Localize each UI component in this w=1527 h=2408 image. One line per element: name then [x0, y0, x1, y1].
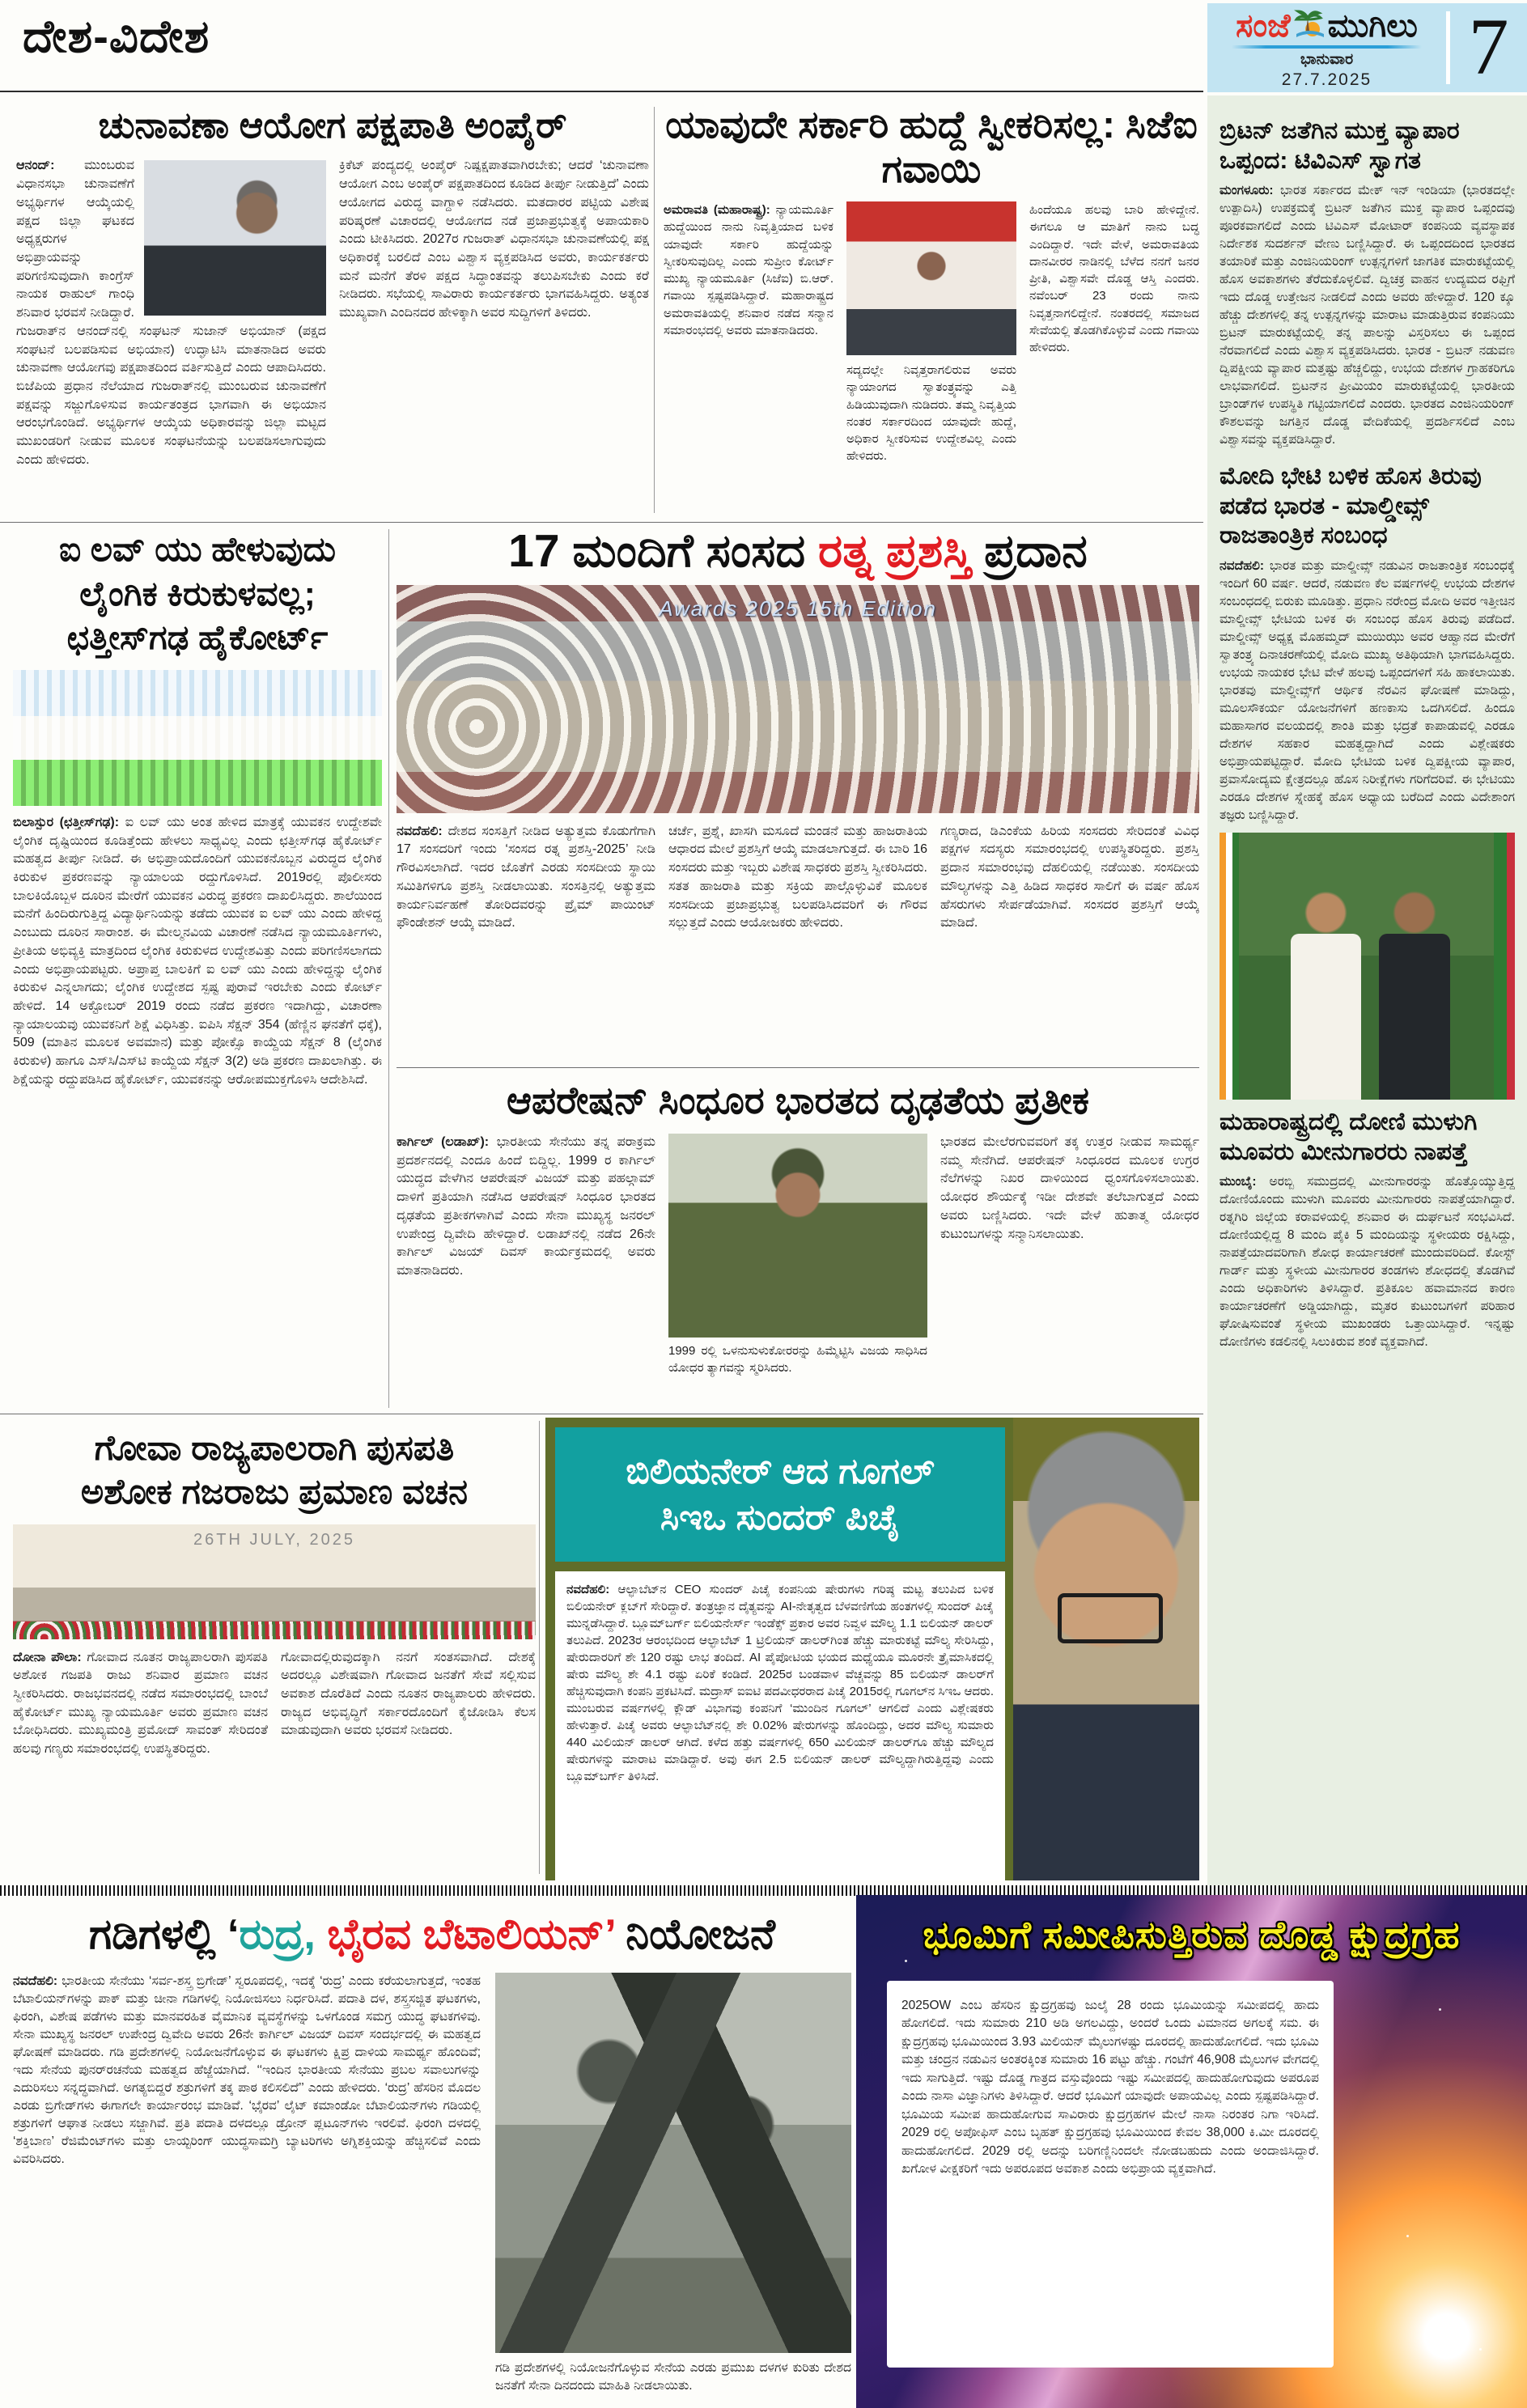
photo-award-ceremony-group: [397, 585, 1199, 813]
star-dot: [1439, 2008, 1441, 2011]
article-text: 1999 ರಲ್ಲಿ ಒಳನುಸುಳುಕೋರರನ್ನು ಹಿಮ್ಮೆಟ್ಟಿಸಿ ವಿಜಯ ಸಾಧಿಸಿದ ಯೋಧರ ತ್ಯಾಗವನ್ನು ಸ್ಮರಿಸಿದರು.: [668, 1344, 927, 1376]
sidebar-article-headline: ಬ್ರಿಟನ್ ಜತೆಗಿನ ಮುಕ್ತ ವ್ಯಾಪಾರ ಒಪ್ಪಂದ: ಟಿವಿಎಸ್ ಸ್ವಾಗತ: [1219, 117, 1460, 174]
masthead-title-black: ಮುಗಿಲು: [1327, 8, 1418, 44]
article-text: ಐ ಲವ್ ಯು ಅಂತ ಹೇಳಿದ ಮಾತ್ರಕ್ಕೆ ಯುವಕನ ಉದ್ದೇಶವೇ ಲೈಂಗಿಕ ದೃಷ್ಟಿಯಿಂದ ಕೂಡಿತ್ತೆಂದು ಹೇಳಲು ಸಾಧ್ಯವಿಲ್ಲ ಎಂದು ಛತ್ತೀಸ್‌ಗಢ ಹೈಕೋರ್ಟ್ ಮಹತ್ವದ ತೀರ್ಪು ನೀಡಿದೆ. ಈ ಅಭಿಪ್ರಾಯದೊಂದಿಗೆ ಯುವಕನೊಬ್ಬನ ವಿರುದ್ಧದ ಲೈಂಗಿಕ ಕಿರುಕುಳ ಪ್ರಕರಣವನ್ನು ನ್ಯಾಯಾಲಯ ರದ್ದುಗೊಳಿಸಿದೆ. 2019ರಲ್ಲಿ ಪೊಲೀಸರು ಬಾಲಕಿಯೊಬ್ಬಳ ದೂರಿನ ಮೇರೆಗೆ ಯುವಕನ ವಿರುದ್ಧ ಪ್ರಕರಣ ದಾಖಲಿಸಿದ್ದರು. ಶಾಲೆಯಿಂದ ಮನೆಗೆ ಹಿಂದಿರುಗುತ್ತಿದ್ದ ವಿದ್ಯಾರ್ಥಿನಿಯನ್ನು ತಡೆದು ಯುವಕ ಐ ಲವ್ ಯು ಎಂದು ಹೇಳಿದ್ದ ಎಂಬುದು ದೂರಿನ ಸಾರಾಂಶ. ಈ ಮೇಲ್ಮನವಿಯ ವಿಚಾರಣೆ ನಡೆಸಿದ ನ್ಯಾಯಮೂರ್ತಿಗಳು, ಪ್ರೀತಿಯ ಅಭಿವ್ಯಕ್ತಿ ಮಾತ್ರದಿಂದ ಲೈಂಗಿಕ ಕಿರುಕುಳದ ಉದ್ದೇಶವಿತ್ತು ಎಂದು ಪರಿಗಣಿಸಲಾಗದು ಎಂದು ಅಭಿಪ್ರಾಯಪಟ್ಟರು. ಅಪ್ರಾಪ್ತ ಬಾಲಕಿಗೆ ಐ ಲವ್ ಯು ಎಂದು ಹೇಳಿದ್ದನ್ನು ಲೈಂಗಿಕ ಕಿರುಕುಳ ಎನ್ನಲಾಗದು; ಲೈಂಗಿಕ ಉದ್ದೇಶದ ಸ್ಪಷ್ಟ ಪುರಾವೆ ಇರಬೇಕು ಎಂದು ಕೋರ್ಟ್ ಹೇಳಿದೆ. 14 ಅಕ್ಟೋಬರ್ 2019 ರಂದು ನಡೆದ ಪ್ರಕರಣ ಇದಾಗಿದ್ದು, ವಿಚಾರಣಾ ನ್ಯಾಯಾಲಯವು ಯುವಕನಿಗೆ ಶಿಕ್ಷೆ ವಿಧಿಸಿತ್ತು. ಐಪಿಸಿ ಸೆಕ್ಷನ್ 354 (ಹೆಣ್ಣಿನ ಘನತೆಗೆ ಧಕ್ಕೆ), 509 (ಮಾತಿನ ಮೂಲಕ ಅವಮಾನ) ಮತ್ತು ಪೋಕ್ಸೊ ಕಾಯ್ದೆಯ ಸೆಕ್ಷನ್ 8 (ಲೈಂಗಿಕ ಕಿರುಕುಳ) ಹಾಗೂ ಎಸ್‌ಸಿ/ಎಸ್‌ಟಿ ಕಾಯ್ದೆಯ ಸೆಕ್ಷನ್ 3(2) ಅಡಿ ಪ್ರಕರಣ ದಾಖಲಾಗಿತ್ತು. ಈ ಶಿಕ್ಷೆಯನ್ನು ರದ್ದುಪಡಿಸಿದ ಹೈಕೋರ್ಟ್, ಯುವಕನನ್ನು ಆರೋಪಮುಕ್ತಗೊಳಿಸಿ ಆದೇಶಿಸಿದೆ.: [13, 815, 382, 1087]
headline-line: ಅಶೋಕ ಗಜರಾಜು ಪ್ರಮಾಣ ವಚನ: [80, 1472, 469, 1511]
article-operation-sindoor: [397, 1071, 1199, 1411]
article-cji-gavai: [664, 100, 1199, 518]
article-text: ಮುಂಬರುವ ವಿಧಾನಸಭಾ ಚುನಾವಣೆಗೆ ಅಭ್ಯರ್ಥಿಗಳ ಆಯ್ಕೆಯಲ್ಲಿ ಪಕ್ಷದ ಜಿಲ್ಲಾ ಘಟಕದ ಅಧ್ಯಕ್ಷರುಗಳ ಅಭಿಪ್ರಾಯವನ್ನು ಪರಿಗಣಿಸುವುದಾಗಿ ಕಾಂಗ್ರೆಸ್ ನಾಯಕ ರಾಹುಲ್ ಗಾಂಧಿ ಶನಿವಾರ ಭರವಸೆ ನೀಡಿದ್ದಾರೆ. ಗುಜರಾತ್‌ನ ಆನಂದ್‌ನಲ್ಲಿ ಸಂಘಟನ್ ಸುಜಾನ್ ಅಭಿಯಾನ್ (ಪಕ್ಷದ ಸಂಘಟನೆ ಬಲಪಡಿಸುವ ಅಭಿಯಾನ) ಉದ್ಘಾಟಿಸಿ ಮಾತನಾಡಿದ ಅವರು ಚುನಾವಣಾ ಆಯೋಗವು ಪಕ್ಷಪಾತದಿಂದ ವರ್ತಿಸುತ್ತಿದೆ ಎಂದು ಆಪಾದಿಸಿದರು. ಬಿಜೆಪಿಯ ಪ್ರಧಾನ ನೆಲೆಯಾದ ಗುಜರಾತ್‌ನಲ್ಲಿ ಮುಂಬರುವ ಚುನಾವಣೆಗೆ ಪಕ್ಷವನ್ನು ಸಜ್ಜುಗೊಳಿಸುವ ಕಾರ್ಯತಂತ್ರದ ಭಾಗವಾಗಿ ಈ ಅಭಿಯಾನ ಆರಂಭಗೊಂಡಿದೆ. ಅಭ್ಯರ್ಥಿಗಳ ಆಯ್ಕೆಯ ಅಧಿಕಾರವನ್ನು ಜಿಲ್ಲಾ ಮಟ್ಟದ ಮುಖಂಡರಿಗೆ ನೀಡುವ ಮೂಲಕ ಸಂಘಟನೆಯನ್ನು ಬಲಪಡಿಸಲಾಗುವುದು ಎಂದು ಹೇಳಿದರು.: [16, 159, 326, 467]
article-election-commission: [16, 100, 649, 518]
article-column: [16, 157, 326, 513]
headline-line: ಛತ್ತೀಸ್‌ಗಢ ಹೈಕೋರ್ಟ್: [66, 618, 329, 657]
sidebar-article-text: [1219, 1173, 1515, 1351]
article-text: ಆಲ್ಫಾಬೆಟ್‌ನ CEO ಸುಂದರ್ ಪಿಚೈ ಕಂಪನಿಯ ಷೇರುಗಳು ಗರಿಷ್ಠ ಮಟ್ಟ ತಲುಪಿದ ಬಳಿಕ ಬಿಲಿಯನೇರ್ ಕ್ಲಬ್‌ಗೆ ಸೇರಿದ್ದಾರೆ. ತಂತ್ರಜ್ಞಾನ ದೈತ್ಯವನ್ನು AI-ನೇತೃತ್ವದ ಬೆಳವಣಿಗೆಯ ಹಂತಗಳಲ್ಲಿ ಸುಂದರ್ ಪಿಚೈ ಮುನ್ನಡೆಸಿದ್ದಾರೆ. ಬ್ಲೂಮ್‌ಬರ್ಗ್ ಬಿಲಿಯನೇರ್ಸ್ ಇಂಡೆಕ್ಸ್ ಪ್ರಕಾರ ಅವರ ನಿವ್ವಳ ಮೌಲ್ಯ 1.1 ಬಿಲಿಯನ್ ಡಾಲರ್ ತಲುಪಿದೆ. 2023ರ ಆರಂಭದಿಂದ ಆಲ್ಫಾಬೆಟ್ 1 ಟ್ರಿಲಿಯನ್ ಡಾಲರ್‌ಗಿಂತ ಹೆಚ್ಚು ಮಾರುಕಟ್ಟೆ ಮೌಲ್ಯ ಸೇರಿಸಿದ್ದು, ಷೇರುದಾರರಿಗೆ ಶೇ 120 ರಷ್ಟು ಲಾಭ ತಂದಿದೆ. AI ಪೈಪೋಟಿಯ ಭಯದ ಮಧ್ಯೆಯೂ ಮೂರನೇ ತ್ರೈಮಾಸಿಕದಲ್ಲಿ ಷೇರು ಮೌಲ್ಯ ಶೇ 4.1 ರಷ್ಟು ಏರಿಕೆ ಕಂಡಿದೆ. 2025ರ ಬಂಡವಾಳ ವೆಚ್ಚವನ್ನು 85 ಬಿಲಿಯನ್ ಡಾಲರ್‌ಗೆ ಹೆಚ್ಚಿಸುವುದಾಗಿ ಕಂಪನಿ ಪ್ರಕಟಿಸಿದೆ. ಮದ್ರಾಸ್ ಐಐಟಿ ಪದವೀಧರರಾದ ಪಿಚೈ 2015ರಲ್ಲಿ ಗೂಗಲ್‌ನ ಸಿಇಒ ಆದರು. ಮುಂಬರುವ ವರ್ಷಗಳಲ್ಲಿ ಕ್ಲೌಡ್ ವಿಭಾಗವು ಕಂಪನಿಗೆ ‘ಮುಂದಿನ ಗೂಗಲ್’ ಆಗಲಿದೆ ಎಂದು ವಿಶ್ಲೇಷಕರು ಹೇಳುತ್ತಾರೆ. ಪಿಚೈ ಅವರು ಆಲ್ಫಾಬೆಟ್‌ನಲ್ಲಿ ಶೇ 0.02% ಷೇರುಗಳನ್ನು ಹೊಂದಿದ್ದು, ಅದರ ಮೌಲ್ಯ ಸುಮಾರು 440 ಮಿಲಿಯನ್ ಡಾಲರ್ ಆಗಿದೆ. ಕಳೆದ ಹತ್ತು ವರ್ಷಗಳಲ್ಲಿ 650 ಮಿಲಿಯನ್ ಡಾಲರ್‌ಗೂ ಹೆಚ್ಚು ಮೌಲ್ಯದ ಷೇರುಗಳನ್ನು ಮಾರಾಟ ಮಾಡಿದ್ದಾರೆ. ಅವು ಈಗ 2.5 ಬಿಲಿಯನ್ ಡಾಲರ್ ಮೌಲ್ಯದ್ದಾಗಿರುತ್ತಿದ್ದವು ಎಂದು ಬ್ಲೂಮ್‌ಬರ್ಗ್ ತಿಳಿಸಿದೆ.: [566, 1583, 994, 1784]
dateline: ನವದೆಹಲಿ:: [13, 1973, 57, 1988]
headline-line: ಐ ಲವ್ ಯು ಹೇಳುವುದು: [58, 530, 337, 568]
article-text: ಭಾರತೀಯ ಸೇನೆಯು ತನ್ನ ಪರಾಕ್ರಮ ಪ್ರದರ್ಶನದಲ್ಲಿ ಎಂದೂ ಹಿಂದೆ ಬಿದ್ದಿಲ್ಲ. 1999 ರ ಕಾರ್ಗಿಲ್ ಯುದ್ಧದ ವೇಳೆಗಿನ ಆಪರೇಷನ್ ವಿಜಯ್ ಮತ್ತು ಪಹಲ್ಗಾಮ್ ದಾಳಿಗೆ ಪ್ರತಿಯಾಗಿ ನಡೆಸಿದ ಆಪರೇಷನ್ ಸಿಂಧೂರ ಭಾರತದ ದೃಢತೆಯ ಪ್ರತೀಕಗಳಾಗಿವೆ ಎಂದು ಸೇನಾ ಮುಖ್ಯಸ್ಥ ಜನರಲ್ ಉಪೇಂದ್ರ ದ್ವಿವೇದಿ ಹೇಳಿದ್ದಾರೆ. ಲಡಾಖ್‌ನಲ್ಲಿ ನಡೆದ 26ನೇ ಕಾರ್ಗಿಲ್ ವಿಜಯ್ ದಿವಸ್ ಕಾರ್ಯಕ್ರಮದಲ್ಲಿ ಅವರು ಮಾತನಾಡಿದರು.: [397, 1135, 655, 1278]
dateline: ನವದೆಹಲಿ:: [566, 1583, 610, 1597]
photo-modi-muizzu-handshake: [1219, 833, 1515, 1100]
article-column: [281, 1649, 536, 1851]
photo-caption: 26TH JULY, 2025: [193, 1530, 355, 1549]
article-headline: [13, 528, 382, 660]
header-rule: [0, 91, 1203, 92]
column-rule: [539, 1421, 540, 1874]
column-rule: [388, 529, 389, 1408]
headline-part-teal: ರುದ್ರ,: [239, 1911, 316, 1958]
article-headline: [397, 526, 1199, 577]
dateline: ನವದೆಹಲಿ:: [1219, 558, 1264, 573]
masthead-title-block: [1207, 3, 1446, 92]
article-goa-governor: [13, 1419, 536, 1879]
headline-line: ಬಿಲಿಯನೇರ್ ಆದ ಗೂಗಲ್: [626, 1452, 935, 1491]
headline-part-red: ಭೈರವ ಬೆಟಾಲಿಯನ್’: [315, 1911, 616, 1958]
sidebar-green-column: [1207, 95, 1527, 1885]
photo-frame: [1013, 1418, 1199, 1880]
dateline: ಕಾರ್ಗಿಲ್ (ಲಡಾಖ್):: [397, 1135, 490, 1149]
dateline: ದೋನಾ ಪೌಲಾ:: [13, 1650, 82, 1664]
photo-army-chief: [668, 1134, 927, 1338]
article-headline: [555, 1427, 1005, 1562]
photo-goa-swearing-in: [13, 1524, 536, 1639]
section-rule: [397, 1067, 1199, 1068]
photo-caption: Awards 2025 15th Edition: [659, 596, 937, 621]
article-sundar-pichai-billionaire: [545, 1418, 1199, 1880]
palm-sun-logo-icon: [1293, 10, 1326, 42]
article-text: ಕ್ರಿಕೆಟ್ ಪಂದ್ಯದಲ್ಲಿ ಅಂಪೈರ್ ನಿಷ್ಪಕ್ಷಪಾತವಾಗಿರಬೇಕು; ಆದರೆ ‘ಚುನಾವಣಾ ಆಯೋಗ ಎಂಬ ಅಂಪೈರ್ ಪಕ್ಷಪಾತದಿಂದ ಕೂಡಿದ ತೀರ್ಪು ನೀಡುತ್ತಿದೆ’ ಎಂದು ಆಯೋಗದ ವಿರುದ್ಧ ವಾಗ್ದಾಳಿ ನಡೆಸಿದರು. ಮತದಾರರ ಪಟ್ಟಿಯ ವಿಶೇಷ ಪರಿಷ್ಕರಣೆ ವಿಚಾರದಲ್ಲಿ ಆಯೋಗದ ನಡೆ ಪ್ರಜಾಪ್ರಭುತ್ವಕ್ಕೆ ಅಪಾಯಕಾರಿ ಎಂದು ಟೀಕಿಸಿದರು. 2027ರ ಗುಜರಾತ್ ವಿಧಾನಸಭಾ ಚುನಾವಣೆಯಲ್ಲಿ ಪಕ್ಷ ಅಧಿಕಾರಕ್ಕೆ ಬರಲಿದೆ ಎಂಬ ವಿಶ್ವಾಸ ವ್ಯಕ್ತಪಡಿಸಿದ ಅವರು, ಕಾರ್ಯಕರ್ತರು ಮನೆ ಮನೆಗೆ ತೆರಳಿ ಪಕ್ಷದ ಸಿದ್ಧಾಂತವನ್ನು ತಲುಪಿಸಬೇಕು ಎಂದು ಕರೆ ನೀಡಿದರು. ಸಭೆಯಲ್ಲಿ ಸಾವಿರಾರು ಕಾರ್ಯಕರ್ತರು ಭಾಗವಹಿಸಿದ್ದರು. ಅತ್ಯಂತ ಮುಖ್ಯವಾಗಿ ಎಂದಿನದರ ಹೇಳಿಕ್ಕಾಗಿ ಅವರ ಸುದ್ದಿಗಳಿಗೆ ತಿಳಿದರು.: [339, 159, 649, 320]
masthead-underline: [1232, 45, 1422, 49]
article-text-block: [13, 814, 382, 1090]
article-column: [664, 201, 833, 509]
sidebar-article-text: [1219, 182, 1515, 449]
article-text: ಭಾರತೀಯ ಸೇನೆಯು ‘ಸರ್ವ-ಶಸ್ತ್ರ ಬ್ರಿಗೇಡ್’ ಸ್ವರೂಪದಲ್ಲಿ, ಇದಕ್ಕೆ ‘ರುದ್ರ’ ಎಂದು ಕರೆಯಲಾಗುತ್ತದೆ, ಇಂತಹ ಬೆಟಾಲಿಯನ್‌ಗಳನ್ನು ಪಾಕ್ ಮತ್ತು ಚೀನಾ ಗಡಿಗಳಲ್ಲಿ ನಿಯೋಜಿಸಲು ನಿರ್ಧರಿಸಿದೆ. ಪದಾತಿ ದಳ, ಶಸ್ತ್ರಸಜ್ಜಿತ ಘಟಕಗಳು, ಫಿರಂಗಿ, ವಿಶೇಷ ಪಡೆಗಳು ಮತ್ತು ಮಾನವರಹಿತ ವೈಮಾನಿಕ ವ್ಯವಸ್ಥೆಗಳನ್ನು ಒಳಗೊಂಡ ಸಮಗ್ರ ಯುದ್ಧ ಘಟಕಗಳಿವು. ಸೇನಾ ಮುಖ್ಯಸ್ಥ ಜನರಲ್ ಉಪೇಂದ್ರ ದ್ವಿವೇದಿ ಅವರು 26ನೇ ಕಾರ್ಗಿಲ್ ವಿಜಯ್ ದಿವಸ್ ಸಂದರ್ಭದಲ್ಲಿ ಈ ಮಹತ್ವದ ಘೋಷಣೆ ಮಾಡಿದರು. ಗಡಿ ಪ್ರದೇಶಗಳಲ್ಲಿ ನಿಯೋಜನೆಗೊಳ್ಳುವ ಈ ಘಟಕಗಳು ಕ್ಷಿಪ್ರ ದಾಳಿಯ ಸಾಮರ್ಥ್ಯ ಹೊಂದಿವೆ; ಇದು ಸೇನೆಯ ಪುನರ್‌ರಚನೆಯ ಮಹತ್ವದ ಹೆಜ್ಜೆಯಾಗಿದೆ. ‘‘ಇಂದಿನ ಭಾರತೀಯ ಸೇನೆಯು ಪ್ರಬಲ ಸವಾಲುಗಳನ್ನು ಎದುರಿಸಲು ಸನ್ನದ್ಧವಾಗಿದೆ. ಅಗತ್ಯಬಿದ್ದರೆ ಶತ್ರುಗಳಿಗೆ ತಕ್ಕ ಪಾಠ ಕಲಿಸಲಿದೆ’’ ಎಂದು ಹೇಳಿದರು. ‘ರುದ್ರ’ ಹೆಸರಿನ ಮೊದಲ ಎರಡು ಬ್ರಿಗೇಡ್‌ಗಳು ಈಗಾಗಲೇ ಕಾರ್ಯಾರಂಭ ಮಾಡಿವೆ. ‘ಭೈರವ’ ಲೈಟ್ ಕಮಾಂಡೋ ಬೆಟಾಲಿಯನ್‌ಗಳು ಗಡಿಯಲ್ಲಿ ಶತ್ರುಗಳಿಗೆ ಆಘಾತ ನೀಡಲು ಸಜ್ಜಾಗಿವೆ. ಪ್ರತಿ ಪದಾತಿ ದಳದಲ್ಲೂ ಡ್ರೋನ್ ಪ್ಲಟೂನ್‌ಗಳು ಇರಲಿವೆ. ಫಿರಂಗಿ ದಳದಲ್ಲಿ ‘ಶಕ್ತಿಬಾಣ’ ರೆಜಿಮೆಂಟ್‌ಗಳು ಮತ್ತು ಲಾಯ್ಟರಿಂಗ್ ಯುದ್ಧಸಾಮಗ್ರಿ ಬ್ಯಾಟರಿಗಳು ಅಗ್ನಿಶಕ್ತಿಯನ್ನು ಹೆಚ್ಚಿಸಲಿವೆ ಎಂದು ವಿವರಿಸಿದರು.: [13, 1973, 481, 2166]
article-text: ನ್ಯಾಯಮೂರ್ತಿ ಹುದ್ದೆಯಿಂದ ನಾನು ನಿವೃತ್ತಿಯಾದ ಬಳಿಕ ಯಾವುದೇ ಸರ್ಕಾರಿ ಹುದ್ದೆಯನ್ನು ಸ್ವೀಕರಿಸುವುದಿಲ್ಲ ಎಂದು ಸುಪ್ರೀಂ ಕೋರ್ಟ್ ಮುಖ್ಯ ನ್ಯಾಯಮೂರ್ತಿ (ಸಿಜೆಐ) ಬಿ.ಆರ್. ಗವಾಯಿ ಸ್ಪಷ್ಟಪಡಿಸಿದ್ದಾರೆ. ಮಹಾರಾಷ್ಟ್ರದ ಅಮರಾವತಿಯಲ್ಲಿ ಶನಿವಾರ ನಡೆದ ಸನ್ಮಾನ ಸಮಾರಂಭದಲ್ಲಿ ಅವರು ಮಾತನಾಡಿದರು.: [664, 202, 833, 337]
headline-part: 17 ಮಂದಿಗೆ ಸಂಸದ: [508, 526, 819, 577]
article-column: [339, 157, 649, 513]
article-content: [545, 1418, 1013, 1880]
article-text: ಭಾರತ ಮತ್ತು ಮಾಲ್ಡೀವ್ಸ್ ನಡುವಿನ ರಾಜತಾಂತ್ರಿಕ ಸಂಬಂಧಕ್ಕೆ ಇಂದಿಗೆ 60 ವರ್ಷ. ಆದರೆ, ನಡುವಣ ಕೆಲ ವರ್ಷಗಳಲ್ಲಿ ಉಭಯ ದೇಶಗಳ ಸಂಬಂಧದಲ್ಲಿ ಬಿರುಕು ಮೂಡಿತ್ತು. ಪ್ರಧಾನಿ ನರೇಂದ್ರ ಮೋದಿ ಅವರ ಇತ್ತೀಚಿನ ಮಾಲ್ಡೀವ್ಸ್ ಭೇಟಿಯ ಬಳಿಕ ಈ ಸಂಬಂಧ ಹೊಸ ತಿರುವು ಪಡೆದಿದೆ. ಮಾಲ್ಡೀವ್ಸ್ ಅಧ್ಯಕ್ಷ ಮೊಹಮ್ಮದ್ ಮುಯಿಝು ಅವರ ಆಹ್ವಾನದ ಮೇರೆಗೆ ಸ್ವಾತಂತ್ರ್ಯ ದಿನಾಚರಣೆಯಲ್ಲಿ ಮೋದಿ ಮುಖ್ಯ ಅತಿಥಿಯಾಗಿ ಭಾಗವಹಿಸಿದ್ದರು. ಉಭಯ ನಾಯಕರ ಭೇಟಿ ವೇಳೆ ಹಲವು ಒಪ್ಪಂದಗಳಿಗೆ ಸಹಿ ಹಾಕಲಾಯಿತು. ಭಾರತವು ಮಾಲ್ಡೀವ್ಸ್‌ಗೆ ಆರ್ಥಿಕ ನೆರವಿನ ಘೋಷಣೆ ಮಾಡಿದ್ದು, ಮೂಲಸೌಕರ್ಯ ಯೋಜನೆಗಳಿಗೆ ಹಣಕಾಸು ಒದಗಿಸಲಿದೆ. ಹಿಂದೂ ಮಹಾಸಾಗರ ವಲಯದಲ್ಲಿ ಶಾಂತಿ ಮತ್ತು ಭದ್ರತೆ ಕಾಪಾಡುವಲ್ಲಿ ಎರಡೂ ದೇಶಗಳ ಸಹಕಾರ ಮಹತ್ವದ್ದಾಗಿದೆ ಎಂದು ವಿಶ್ಲೇಷಕರು ಅಭಿಪ್ರಾಯಪಟ್ಟಿದ್ದಾರೆ. ಮೋದಿ ಭೇಟಿಯ ಬಳಿಕ ದ್ವಿಪಕ್ಷೀಯ ವ್ಯಾಪಾರ, ಪ್ರವಾಸೋದ್ಯಮ ಕ್ಷೇತ್ರದಲ್ಲೂ ಹೊಸ ನಿರೀಕ್ಷೆಗಳು ಗರಿಗೆದರಿವೆ. ಈ ಭೇಟಿಯು ಎರಡೂ ದೇಶಗಳ ಸ್ನೇಹಕ್ಕೆ ಹೊಸ ಅಧ್ಯಾಯ ಬರೆದಿದೆ ಎಂದು ವಿದೇಶಾಂಗ ತಜ್ಞರು ಬಣ್ಣಿಸಿದ್ದಾರೆ.: [1219, 558, 1515, 822]
article-column: [397, 823, 655, 1058]
photo-cji-gavai: [846, 201, 1016, 355]
dateline: ಬಿಲಾಸ್ಪುರ (ಛತ್ತೀಸ್‌ಗಢ):: [13, 815, 120, 829]
photo-rahul-gandhi: [144, 160, 326, 316]
article-text: ಗಣ್ಯರಾದ, ಡಿಎಂಕೆಯ ಹಿರಿಯ ಸಂಸದರು ಸೇರಿದಂತೆ ವಿವಿಧ ಪಕ್ಷಗಳ ಸದಸ್ಯರು ಸಮಾರಂಭದಲ್ಲಿ ಉಪಸ್ಥಿತರಿದ್ದರು. ಪ್ರಶಸ್ತಿ ಪ್ರದಾನ ಸಮಾರಂಭವು ದೆಹಲಿಯಲ್ಲಿ ನಡೆಯಿತು. ಸಂಸದೀಯ ಮೌಲ್ಯಗಳನ್ನು ಎತ್ತಿ ಹಿಡಿದ ಸಾಧಕರ ಸಾಲಿಗೆ ಈ ವರ್ಷ ಹೊಸ ಹೆಸರುಗಳು ಸೇರ್ಪಡೆಯಾಗಿವೆ. ಸಂಸದರ ಪ್ರಶಸ್ತಿಗೆ ಆಯ್ಕೆ ಮಾಡಿದೆ.: [940, 824, 1199, 931]
section-rule: [0, 522, 1203, 523]
masthead-title-red: ಸಂಜೆ: [1236, 8, 1291, 44]
article-column: [397, 1134, 655, 1401]
column-rule: [654, 107, 655, 513]
article-column: [668, 1134, 927, 1401]
dateline: ಮಂಗಳೂರು:: [1219, 184, 1274, 198]
article-column: [940, 823, 1199, 1058]
headline-part-red: ರತ್ನ ಪ್ರಶಸ್ತಿ: [818, 526, 972, 577]
star-dot: [1479, 2348, 1482, 2351]
article-text: ದೇಶದ ಸಂಸತ್ತಿಗೆ ನೀಡಿದ ಅತ್ಯುತ್ತಮ ಕೊಡುಗೆಗಾಗಿ 17 ಸಂಸದರಿಗೆ ಇಂದು ‘ಸಂಸದ ರತ್ನ ಪ್ರಶಸ್ತಿ-2025’ ನೀಡಿ ಗೌರವಿಸಲಾಗಿದೆ. ಇದರ ಜೊತೆಗೆ ಎರಡು ಸಂಸದೀಯ ಸ್ಥಾಯಿ ಸಮಿತಿಗಳಿಗೂ ಪ್ರಶಸ್ತಿ ನೀಡಲಾಯಿತು. ಸಂಸತ್ತಿನಲ್ಲಿ ಅತ್ಯುತ್ತಮ ಕಾರ್ಯನಿರ್ವಹಣೆ ತೋರಿದವರನ್ನು ಪ್ರೈಮ್ ಪಾಯಿಂಟ್ ಫೌಂಡೇಶನ್ ಆಯ್ಕೆ ಮಾಡಿದೆ.: [397, 824, 655, 931]
article-rudra-bhairav-battalions: [13, 1900, 851, 2408]
article-column: [1029, 201, 1199, 509]
section-title: ದೇಶ-ವಿದೇಶ: [23, 11, 210, 61]
dateline: ಮುಂಬೈ:: [1219, 1175, 1257, 1189]
photo-sundar-pichai: [1013, 1418, 1199, 1880]
article-text: ಹಿಂದೆಯೂ ಹಲವು ಬಾರಿ ಹೇಳಿದ್ದೇನೆ. ಈಗಲೂ ಆ ಮಾತಿಗೆ ನಾನು ಬದ್ಧ ಎಂದಿದ್ದಾರೆ. ಇದೇ ವೇಳೆ, ಅಮರಾವತಿಯ ದಾನವೀರರ ನಾಡಿನಲ್ಲಿ ಬೆಳೆದ ನನಗೆ ಜನರ ಪ್ರೀತಿ, ವಿಶ್ವಾಸವೇ ದೊಡ್ಡ ಆಸ್ತಿ ಎಂದರು. ನವೆಂಬರ್ 23 ರಂದು ನಾನು ನಿವೃತ್ತನಾಗಲಿದ್ದೇನೆ. ನಂತರದಲ್ಲಿ ಸಮಾಜದ ಸೇವೆಯಲ್ಲಿ ತೊಡಗಿಕೊಳ್ಳುವೆ ಎಂದು ಗವಾಯಿ ಹೇಳಿದರು.: [1029, 202, 1199, 355]
headline-line: ಗೋವಾ ರಾಜ್ಯಪಾಲರಾಗಿ ಪುಸಪತಿ: [94, 1429, 455, 1468]
article-text: ಭಾರತದ ಮೇಲೆರಗುವವರಿಗೆ ತಕ್ಕ ಉತ್ತರ ನೀಡುವ ಸಾಮರ್ಥ್ಯ ನಮ್ಮ ಸೇನೆಗಿದೆ. ಆಪರೇಷನ್ ಸಿಂಧೂರದ ಮೂಲಕ ಉಗ್ರರ ನೆಲೆಗಳನ್ನು ನಿಖರ ದಾಳಿಯಿಂದ ಧ್ವಂಸಗೊಳಿಸಲಾಯಿತು. ಯೋಧರ ಶೌರ್ಯಕ್ಕೆ ಇಡೀ ದೇಶವೇ ತಲೆಬಾಗುತ್ತದೆ ಎಂದು ಅವರು ಬಣ್ಣಿಸಿದರು. ಇದೇ ವೇಳೆ ಹುತಾತ್ಮ ಯೋಧರ ಕುಟುಂಬಗಳನ್ನು ಸನ್ಮಾನಿಸಲಾಯಿತು.: [940, 1135, 1199, 1241]
article-column: [495, 1973, 851, 2395]
photo-high-court-building: [13, 670, 382, 806]
headline-line: ಲೈಂಗಿಕ ಕಿರುಕುಳವಲ್ಲ;: [79, 574, 316, 613]
article-text: ಗೋವಾದ ನೂತನ ರಾಜ್ಯಪಾಲರಾಗಿ ಪುಸಪತಿ ಅಶೋಕ ಗಜಪತಿ ರಾಜು ಶನಿವಾರ ಪ್ರಮಾಣ ವಚನ ಸ್ವೀಕರಿಸಿದರು. ರಾಜಭವನದಲ್ಲಿ ನಡೆದ ಸಮಾರಂಭದಲ್ಲಿ ಬಾಂಬೆ ಹೈಕೋರ್ಟ್ ಮುಖ್ಯ ನ್ಯಾಯಮೂರ್ತಿ ಅವರು ಪ್ರಮಾಣ ವಚನ ಬೋಧಿಸಿದರು. ಮುಖ್ಯಮಂತ್ರಿ ಪ್ರಮೋದ್ ಸಾವಂತ್ ಸೇರಿದಂತೆ ಹಲವು ಗಣ್ಯರು ಸಮಾರಂಭದಲ್ಲಿ ಉಪಸ್ಥಿತರಿದ್ದರು.: [13, 1650, 268, 1757]
photo-soldiers-combat: [495, 1973, 851, 2353]
article-column: [13, 1649, 268, 1851]
headline-line: ಸಿಇಒ ಸುಂದರ್ ಪಿಚೈ: [660, 1498, 901, 1538]
article-column: [846, 201, 1016, 509]
article-column: [668, 823, 927, 1058]
article-text: ಗೋವಾದಲ್ಲಿರುವುದಕ್ಕಾಗಿ ನನಗೆ ಸಂತಸವಾಗಿದೆ. ದೇಶಕ್ಕೆ ಅದರಲ್ಲೂ ವಿಶೇಷವಾಗಿ ಗೋವಾದ ಜನತೆಗೆ ಸೇವೆ ಸಲ್ಲಿಸುವ ಅವಕಾಶ ದೊರೆತಿದೆ ಎಂದು ನೂತನ ರಾಜ್ಯಪಾಲರು ಹೇಳಿದರು. ರಾಜ್ಯದ ಅಭಿವೃದ್ಧಿಗೆ ಸರ್ಕಾರದೊಂದಿಗೆ ಕೈಜೋಡಿಸಿ ಕೆಲಸ ಮಾಡುವುದಾಗಿ ಅವರು ಭರವಸೆ ನೀಡಿದರು.: [281, 1650, 536, 1738]
article-text: 2025OW ಎಂಬ ಹೆಸರಿನ ಕ್ಷುದ್ರಗ್ರಹವು ಜುಲೈ 28 ರಂದು ಭೂಮಿಯನ್ನು ಸಮೀಪದಲ್ಲಿ ಹಾದು ಹೋಗಲಿದೆ. ಇದು ಸುಮಾರು 210 ಅಡಿ ಅಗಲವಿದ್ದು, ಅಂದರೆ ಒಂದು ವಿಮಾನದ ಅಗಲಕ್ಕೆ ಸಮ. ಈ ಕ್ಷುದ್ರಗ್ರಹವು ಭೂಮಿಯಿಂದ 3.93 ಮಿಲಿಯನ್ ಮೈಲುಗಳಷ್ಟು ದೂರದಲ್ಲಿ ಹಾದುಹೋಗಲಿದೆ. ಇದು ಭೂಮಿ ಮತ್ತು ಚಂದ್ರನ ನಡುವಿನ ಅಂತರಕ್ಕಿಂತ ಸುಮಾರು 16 ಪಟ್ಟು ಹೆಚ್ಚು. ಗಂಟೆಗೆ 46,908 ಮೈಲುಗಳ ವೇಗದಲ್ಲಿ ಇದು ಸಾಗುತ್ತಿದೆ. ಇಷ್ಟು ದೊಡ್ಡ ಗಾತ್ರದ ವಸ್ತುವೊಂದು ಇಷ್ಟು ಸಮೀಪದಲ್ಲಿ ಹಾದುಹೋಗುವುದು ಅಪರೂಪ ಎಂದು ನಾಸಾ ವಿಜ್ಞಾನಿಗಳು ತಿಳಿಸಿದ್ದಾರೆ. ಆದರೆ ಭೂಮಿಗೆ ಯಾವುದೇ ಅಪಾಯವಿಲ್ಲ ಎಂದು ಸ್ಪಷ್ಟಪಡಿಸಿದ್ದಾರೆ. ಭೂಮಿಯ ಸಮೀಪ ಹಾದುಹೋಗುವ ಸಾವಿರಾರು ಕ್ಷುದ್ರಗ್ರಹಗಳ ಮೇಲೆ ನಾಸಾ ನಿರಂತರ ನಿಗಾ ಇರಿಸಿದೆ. 2029 ರಲ್ಲಿ ಅಪೋಫಿಸ್ ಎಂಬ ಬೃಹತ್ ಕ್ಷುದ್ರಗ್ರಹವು ಭೂಮಿಯಿಂದ ಕೇವಲ 38,000 ಕಿ.ಮೀ ದೂರದಲ್ಲಿ ಹಾದುಹೋಗಲಿದೆ. 2029 ರಲ್ಲಿ ಅದನ್ನು ಬರಿಗಣ್ಣಿನಿಂದಲೇ ನೋಡಬಹುದು ಎಂದು ಅಂದಾಜಿಸಿದ್ದಾರೆ. ಖಗೋಳ ವೀಕ್ಷಕರಿಗೆ ಇದು ಅಪರೂಪದ ಅವಕಾಶ ಎಂದು ಅಭಿಪ್ರಾಯ ವ್ಯಕ್ತವಾಗಿದೆ.: [901, 1999, 1319, 2177]
article-sansad-ratna-awards: [397, 526, 1199, 1065]
article-text: ಸದ್ಯದಲ್ಲೇ ನಿವೃತ್ತರಾಗಲಿರುವ ಅವರು ನ್ಯಾಯಾಂಗದ ಸ್ವಾತಂತ್ರ್ಯವನ್ನು ಎತ್ತಿ ಹಿಡಿಯುವುದಾಗಿ ನುಡಿದರು. ತಮ್ಮ ನಿವೃತ್ತಿಯ ನಂತರ ಸರ್ಕಾರದಿಂದ ಯಾವುದೇ ಹುದ್ದೆ, ಅಧಿಕಾರ ಸ್ವೀಕರಿಸುವ ಉದ್ದೇಶವಿಲ್ಲ ಎಂದು ಹೇಳಿದರು.: [846, 362, 1016, 464]
article-column: [940, 1134, 1199, 1401]
star-dot: [905, 1960, 907, 1962]
masthead-day: ಭಾನುವಾರ: [1300, 51, 1354, 68]
dateline: ಆನಂದ್:: [16, 159, 55, 173]
article-headline: [13, 1427, 536, 1515]
dateline: ನವದೆಹಲಿ:: [397, 824, 443, 838]
article-high-court-ruling: [13, 528, 382, 1411]
article-text-block: [555, 1571, 1005, 1880]
article-text: ಭಾರತ ಸರ್ಕಾರದ ಮೇಕ್ ಇನ್ ಇಂಡಿಯಾ (ಭಾರತದಲ್ಲೇ ಉತ್ಪಾದಿಸಿ) ಉಪಕ್ರಮಕ್ಕೆ ಬ್ರಿಟನ್ ಜತೆಗಿನ ಮುಕ್ತ ವ್ಯಾಪಾರ ಒಪ್ಪಂದವು ಪೂರಕವಾಗಲಿದೆ ಎಂದು ಟಿವಿಎಸ್ ಮೋಟಾರ್ ಕಂಪನಿಯ ವ್ಯವಸ್ಥಾಪಕ ನಿರ್ದೇಶಕ ಸುದರ್ಶನ್ ವೇಣು ಬಣ್ಣಿಸಿದ್ದಾರೆ. ಈ ಒಪ್ಪಂದದಿಂದ ಭಾರತದ ತಯಾರಿಕೆ ಮತ್ತು ಎಂಜಿನಿಯರಿಂಗ್ ಉತ್ಪನ್ನಗಳಿಗೆ ಜಾಗತಿಕ ಮಾರುಕಟ್ಟೆಯಲ್ಲಿ ಹೊಸ ಅವಕಾಶಗಳು ತೆರೆದುಕೊಳ್ಳಲಿವೆ. ದ್ವಿಚಕ್ರ ವಾಹನ ಉದ್ಯಮದ ರಫ್ತಿಗೆ ಇದು ದೊಡ್ಡ ಉತ್ತೇಜನ ನೀಡಲಿದೆ ಎಂದು ಅವರು ಹೇಳಿದ್ದಾರೆ. 120 ಕ್ಕೂ ಹೆಚ್ಚು ದೇಶಗಳಲ್ಲಿ ತನ್ನ ಉತ್ಪನ್ನಗಳನ್ನು ಮಾರಾಟ ಮಾಡುತ್ತಿರುವ ಕಂಪನಿಯು ಬ್ರಿಟನ್ ಮಾರುಕಟ್ಟೆಯಲ್ಲಿ ತನ್ನ ಪಾಲನ್ನು ವಿಸ್ತರಿಸಲು ಈ ಒಪ್ಪಂದ ನೆರವಾಗಲಿದೆ ಎಂದು ವಿಶ್ವಾಸ ವ್ಯಕ್ತಪಡಿಸಿದರು. ಭಾರತ - ಬ್ರಿಟನ್ ನಡುವಣ ದ್ವಿಪಕ್ಷೀಯ ವ್ಯಾಪಾರ ಮತ್ತಷ್ಟು ಹೆಚ್ಚಲಿದ್ದು, ಉಭಯ ದೇಶಗಳ ಗ್ರಾಹಕರಿಗೂ ಲಾಭವಾಗಲಿದೆ. ಬ್ರಿಟನ್‌ನ ಪ್ರೀಮಿಯಂ ಮಾರುಕಟ್ಟೆಯಲ್ಲಿ ಭಾರತೀಯ ಬ್ರಾಂಡ್‌ಗಳ ಉಪಸ್ಥಿತಿ ಗಟ್ಟಿಯಾಗಲಿದೆ ಎಂದರು. ಭಾರತದ ಎಂಜಿನಿಯರಿಂಗ್ ಕೌಶಲವನ್ನು ಜಗತ್ತಿನ ದೊಡ್ಡ ವೇದಿಕೆಯಲ್ಲಿ ಪ್ರದರ್ಶಿಸಲಿದೆ ಎಂಬ ವಿಶ್ವಾಸವನ್ನು ವ್ಯಕ್ತಪಡಿಸಿದ್ದಾರೆ.: [1219, 184, 1516, 447]
article-text: ಗಡಿ ಪ್ರದೇಶಗಳಲ್ಲಿ ನಿಯೋಜನೆಗೊಳ್ಳುವ ಸೇನೆಯ ಎರಡು ಪ್ರಮುಖ ದಳಗಳ ಕುರಿತು ದೇಶದ ಜನತೆಗೆ ಸೇನಾ ದಿನದಂದು ಮಾಹಿತಿ ನೀಡಲಾಯಿತು.: [495, 2360, 851, 2393]
article-headline: ಚುನಾವಣಾ ಆಯೋಗ ಪಕ್ಷಪಾತಿ ಅಂಪೈರ್: [98, 104, 567, 146]
panel-asteroid-news: [856, 1895, 1527, 2408]
article-text: ಅರಬ್ಬಿ ಸಮುದ್ರದಲ್ಲಿ ಮೀನುಗಾರರನ್ನು ಹೊತ್ತೊಯ್ಯುತ್ತಿದ್ದ ದೋಣಿಯೊಂದು ಮುಳುಗಿ ಮೂವರು ಮೀನುಗಾರರು ನಾಪತ್ತೆಯಾಗಿದ್ದಾರೆ. ರತ್ನಗಿರಿ ಜಿಲ್ಲೆಯ ಕರಾವಳಿಯಲ್ಲಿ ಶನಿವಾರ ಈ ದುರ್ಘಟನೆ ಸಂಭವಿಸಿದೆ. ದೋಣಿಯಲ್ಲಿದ್ದ 8 ಮಂದಿ ಪೈಕಿ 5 ಮಂದಿಯನ್ನು ಸ್ಥಳೀಯರು ರಕ್ಷಿಸಿದ್ದು, ನಾಪತ್ತೆಯಾದವರಿಗಾಗಿ ಶೋಧ ಕಾರ್ಯಾಚರಣೆ ಮುಂದುವರಿದಿದೆ. ಕೋಸ್ಟ್ ಗಾರ್ಡ್ ಮತ್ತು ಸ್ಥಳೀಯ ಮೀನುಗಾರರ ತಂಡಗಳು ಶೋಧದಲ್ಲಿ ತೊಡಗಿವೆ ಎಂದು ಅಧಿಕಾರಿಗಳು ತಿಳಿಸಿದ್ದಾರೆ. ಪ್ರತಿಕೂಲ ಹವಾಮಾನದ ಕಾರಣ ಕಾರ್ಯಾಚರಣೆಗೆ ಅಡ್ಡಿಯಾಗಿದ್ದು, ಮೃತರ ಕುಟುಂಬಗಳಿಗೆ ಪರಿಹಾರ ಘೋಷಿಸುವಂತೆ ಸ್ಥಳೀಯ ಮುಖಂಡರು ಒತ್ತಾಯಿಸಿದ್ದಾರೆ. ಇನ್ನಷ್ಟು ದೋಣಿಗಳು ಕಡಲಿನಲ್ಲಿ ಸಿಲುಕಿರುವ ಶಂಕೆ ವ್ಯಕ್ತವಾಗಿದೆ.: [1219, 1175, 1515, 1350]
masthead-date: 27.7.2025: [1281, 70, 1372, 89]
masthead: [1207, 3, 1527, 92]
star-dot: [1406, 2235, 1409, 2237]
article-column: [13, 1973, 481, 2395]
article-text: ಚರ್ಚೆ, ಪ್ರಶ್ನೆ, ಖಾಸಗಿ ಮಸೂದೆ ಮಂಡನೆ ಮತ್ತು ಹಾಜರಾತಿಯ ಆಧಾರದ ಮೇಲೆ ಪ್ರಶಸ್ತಿಗೆ ಆಯ್ಕೆ ಮಾಡಲಾಗುತ್ತದೆ. ಈ ಬಾರಿ 16 ಸಂಸದರು ಮತ್ತು ಇಬ್ಬರು ವಿಶೇಷ ಸಾಧಕರು ಪ್ರಶಸ್ತಿ ಸ್ವೀಕರಿಸಿದರು. ಸತತ ಹಾಜರಾತಿ ಮತ್ತು ಸಕ್ರಿಯ ಪಾಲ್ಗೊಳ್ಳುವಿಕೆ ಮೂಲಕ ಸಂಸದೀಯ ಪ್ರಜಾಪ್ರಭುತ್ವ ಬಲಪಡಿಸಿದವರಿಗೆ ಈ ಗೌರವ ಸಲ್ಲುತ್ತದೆ ಎಂದು ಆಯೋಜಕರು ಹೇಳಿದರು.: [668, 824, 927, 931]
sidebar-article-headline: ಮೋದಿ ಭೇಟಿ ಬಳಿಕ ಹೊಸ ತಿರುವು ಪಡೆದ ಭಾರತ - ಮಾಲ್ಡೀವ್ಸ್ ರಾಜತಾಂತ್ರಿಕ ಸಂಬಂಧ: [1219, 463, 1482, 549]
headline-part: ನಿಯೋಜನೆ: [615, 1911, 776, 1958]
sidebar-article-headline: ಮಹಾರಾಷ್ಟ್ರದಲ್ಲಿ ದೋಣಿ ಮುಳುಗಿ ಮೂವರು ಮೀನುಗಾರರು ನಾಪತ್ತೆ: [1219, 1108, 1478, 1165]
article-headline: [13, 1911, 851, 1960]
star-dot: [953, 2316, 956, 2318]
headline-part: ಗಡಿಗಳಲ್ಲಿ ‘: [88, 1911, 240, 1958]
panel-headline: ಭೂಮಿಗೆ ಸಮೀಪಿಸುತ್ತಿರುವ ದೊಡ್ಡ ಕ್ಷುದ್ರಗ್ರಹ: [923, 1914, 1461, 1956]
headline-part: ಪ್ರದಾನ: [971, 526, 1088, 577]
panel-text-box: [887, 1981, 1334, 2368]
dateline: ಅಮರಾವತಿ (ಮಹಾರಾಷ್ಟ್ರ):: [664, 202, 770, 217]
article-headline: ಆಪರೇಷನ್ ಸಿಂಧೂರ ಭಾರತದ ದೃಢತೆಯ ಪ್ರತೀಕ: [506, 1079, 1089, 1121]
article-headline: ಯಾವುದೇ ಸರ್ಕಾರಿ ಹುದ್ದೆ ಸ್ವೀಕರಿಸಲ್ಲ: ಸಿಜೆಐ ಗವಾಯಿ: [665, 103, 1198, 191]
sidebar-article-text: [1219, 557, 1515, 825]
page-number: 7: [1468, 2, 1509, 91]
